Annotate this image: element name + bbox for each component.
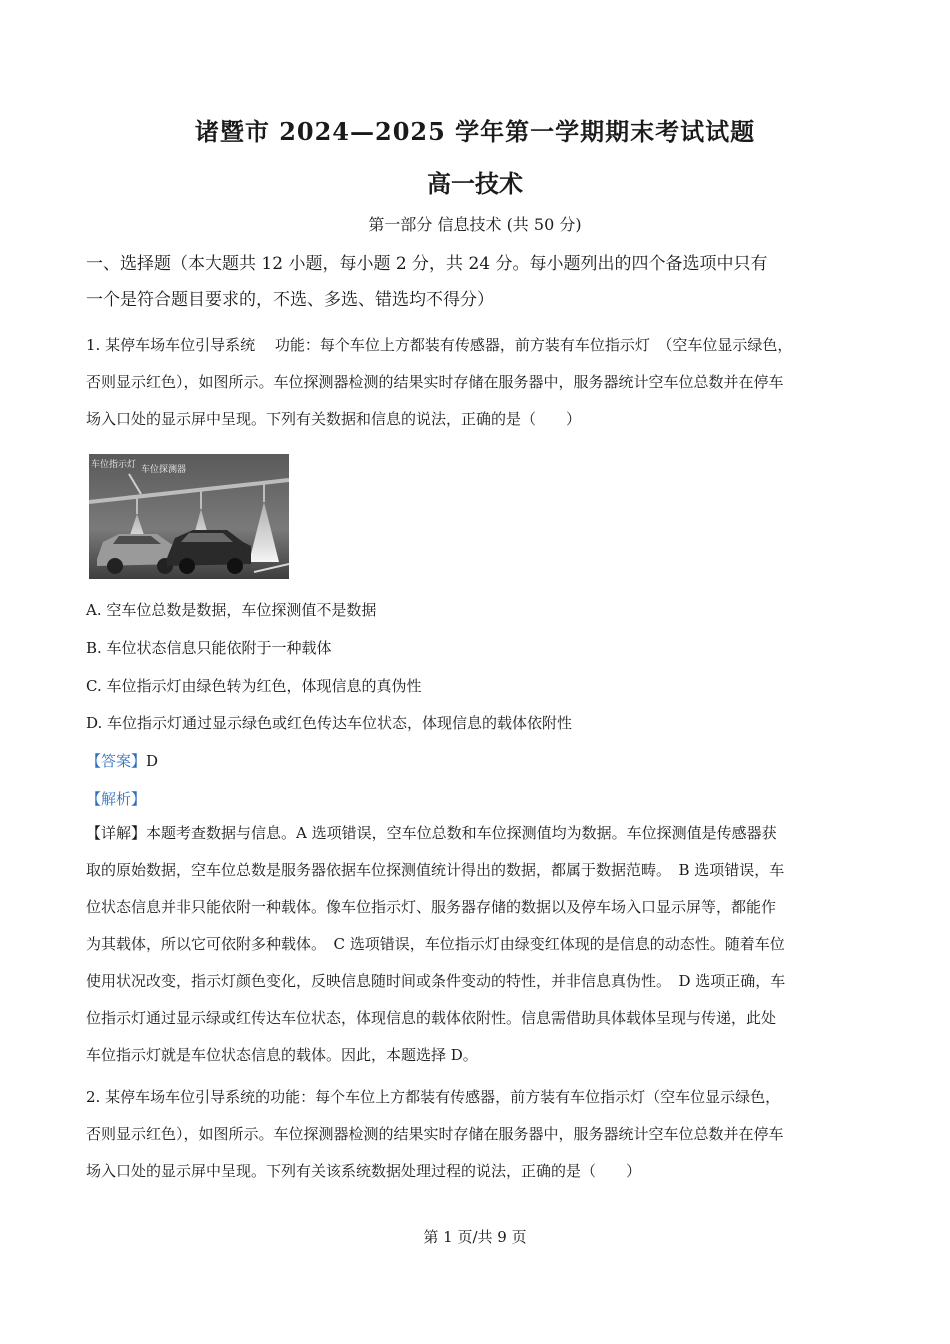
question-2-stem bbox=[86, 1079, 876, 1190]
detail-line-6: 位指示灯通过显示绿或红传达车位状态，体现信息的载体依附性。信息需借助具体载体呈现与传递，此处 bbox=[86, 1009, 777, 1027]
part-heading: 第一部分 信息技术 (共 50 分) bbox=[368, 215, 582, 234]
analysis-line bbox=[86, 789, 876, 809]
option-d: D. 车位指示灯通过显示绿色或红色传达车位状态，体现信息的载体依附性 bbox=[86, 714, 573, 732]
detail-line-5: 使用状况改变，指示灯颜色变化，反映信息随时间或条件变动的特性，并非信息真伪性。 D 选项正确，车 bbox=[86, 972, 786, 990]
section-line-2: 一个是符合题目要求的，不选、多选、错选均不得分） bbox=[86, 290, 494, 310]
option-c: C. 车位指示灯由绿色转为红色，体现信息的真伪性 bbox=[86, 677, 422, 695]
section-line-1: 一、选择题（本大题共 12 小题，每小题 2 分，共 24 分。每小题列出的四个备选项中只有 bbox=[86, 254, 768, 274]
option-a: A. 空车位总数是数据，车位探测值不是数据 bbox=[86, 601, 377, 619]
question-1-line-2: 否则显示红色），如图所示。车位探测器检测的结果实时存储在服务器中，服务器统计空车位总数并在停车 bbox=[86, 373, 784, 391]
parking-lot-illustration bbox=[89, 454, 289, 579]
answer-tag: 【答案】 bbox=[86, 752, 147, 770]
page-title: 诸暨市 2024—2025 学年第一学期期末考试试题 bbox=[194, 117, 756, 146]
detail-line-2: 取的原始数据，空车位总数是服务器依据车位探测值统计得出的数据，都属于数据范畴。 B 选项错误，车 bbox=[86, 861, 785, 879]
question-1-line-3: 场入口处的显示屏中呈现。下列有关数据和信息的说法，正确的是（ ） bbox=[86, 410, 582, 428]
question-2-line-2: 否则显示红色），如图所示。车位探测器检测的结果实时存储在服务器中，服务器统计空车位总数并在停车 bbox=[86, 1125, 784, 1143]
answer-line bbox=[86, 751, 876, 771]
analysis-tag: 【解析】 bbox=[86, 790, 147, 808]
question-2-line-1: 2. 某停车场车位引导系统的功能：每个车位上方都装有传感器，前方装有车位指示灯（空车位显示绿色， bbox=[86, 1088, 781, 1106]
subject-title: 高一技术 bbox=[427, 169, 523, 198]
question-1-detail bbox=[86, 815, 876, 1074]
detail-line-4: 为其载体，所以它可依附多种载体。 C 选项错误，车位指示灯由绿变红体现的是信息的动态性。随着车位 bbox=[86, 935, 785, 953]
question-1-line-1: 1. 某停车场车位引导系统 功能：每个车位上方都装有传感器，前方装有车位指示灯 （空车位显示绿色， bbox=[86, 336, 793, 354]
parking-lot-figure bbox=[89, 454, 289, 579]
question-1-stem bbox=[86, 327, 876, 438]
option-b: B. 车位状态信息只能依附于一种载体 bbox=[86, 639, 332, 657]
section-heading bbox=[86, 246, 886, 318]
detail-line-3: 位状态信息并非只能依附一种载体。像车位指示灯、服务器存储的数据以及停车场入口显示屏等，都能作 bbox=[86, 898, 777, 916]
question-2-line-3: 场入口处的显示屏中呈现。下列有关该系统数据处理过程的说法，正确的是（ ） bbox=[86, 1162, 642, 1180]
figure-label-detector: 车位探测器 bbox=[141, 465, 187, 475]
answer-value: D bbox=[146, 752, 159, 770]
figure-label-indicator: 车位指示灯 bbox=[91, 460, 137, 470]
page-number: 第 1 页/共 9 页 bbox=[423, 1228, 527, 1246]
detail-line-7: 车位指示灯就是车位状态信息的载体。因此，本题选择 D。 bbox=[86, 1046, 478, 1064]
detail-line-1: 【详解】本题考查数据与信息。A 选项错误，空车位总数和车位探测值均为数据。车位探测值是传感器获 bbox=[86, 824, 777, 842]
